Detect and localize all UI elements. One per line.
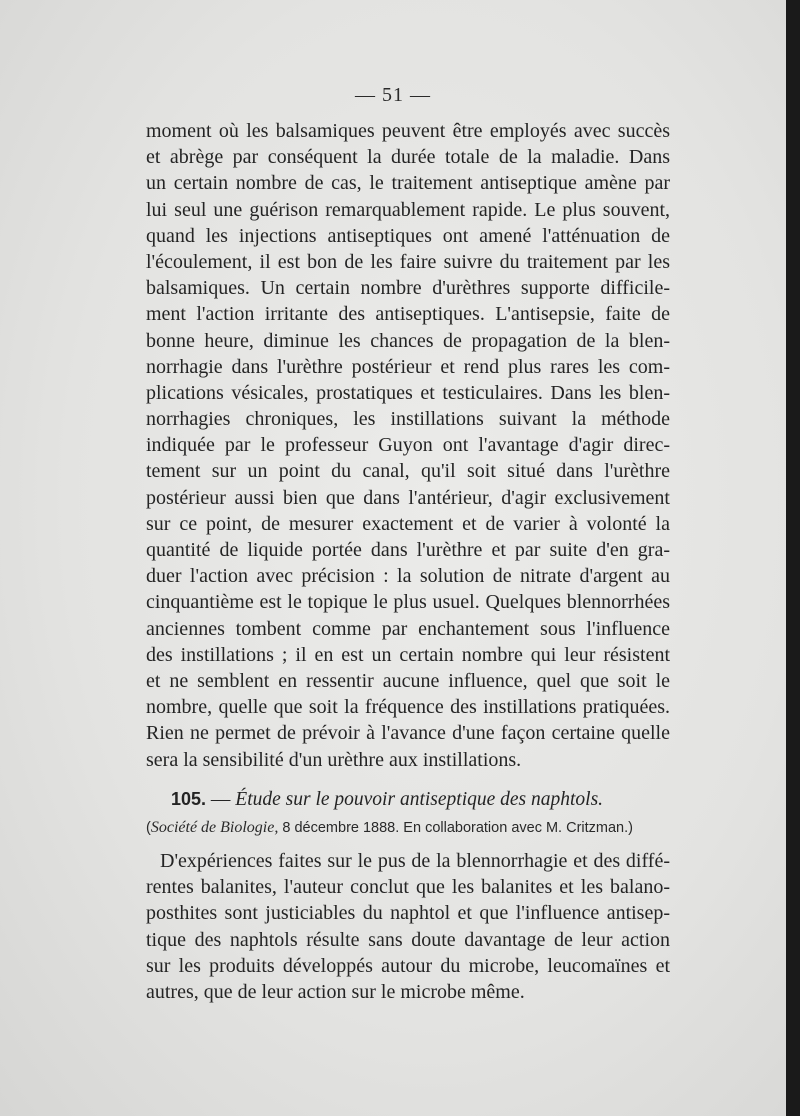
citation-society: Société de Biologie,	[150, 819, 279, 836]
text-line: quand les injections antiseptiques ont amené l'atténuation de	[146, 224, 670, 247]
citation	[146, 819, 670, 837]
text-line: et abrège par conséquent la durée totale de la maladie. Dans	[146, 146, 670, 169]
text-line: un certain nombre de cas, le traitement antiseptique amène par	[146, 172, 670, 195]
text-line: rentes balanites, l'auteur conclut que les balanites et les balano-	[146, 876, 670, 899]
paragraph-2	[146, 848, 670, 1005]
paragraph-1	[146, 118, 670, 773]
section-number: 105.	[171, 789, 207, 809]
text-line: sur ce point, de mesurer exactement et de varier à volonté la	[146, 512, 670, 535]
text-line: moment où les balsamiques peuvent être employés avec succès	[146, 120, 670, 142]
page-number: — 51 —	[355, 84, 431, 106]
citation-open-paren: (	[146, 820, 151, 836]
text-line: norrhagie dans l'urèthre postérieur et rend plus rares les com-	[146, 355, 670, 378]
text-line: balsamiques. Un certain nombre d'urèthres supporte difficile-	[146, 277, 670, 300]
text-line: cinquantième est le topique le plus usuel. Quelques blennorrhées	[146, 591, 670, 614]
text-line: D'expériences faites sur le pus de la blennorrhagie et des diffé-	[160, 850, 670, 872]
text-line: ment l'action irritante des antiseptiques. L'antisepsie, faite de	[146, 303, 670, 326]
text-line: postérieur aussi bien que dans l'antérieur, d'agir exclusivement	[146, 486, 670, 509]
text-line: autres, que de leur action sur le microbe même.	[146, 980, 525, 1003]
text-line: indiquée par le professeur Guyon ont l'avantage d'agir direc-	[146, 434, 670, 457]
section-heading	[171, 789, 603, 811]
text-line: nombre, quelle que soit la fréquence des instillations pratiquées.	[146, 696, 670, 719]
text-line: plications vésicales, prostatiques et testiculaires. Dans les blen-	[146, 381, 670, 404]
section-dash: —	[210, 789, 231, 810]
text-line: et ne semblent en ressentir aucune influence, quel que soit le	[146, 669, 670, 692]
text-line: lui seul une guérison remarquablement rapide. Le plus souvent,	[146, 198, 670, 221]
text-line: norrhagies chroniques, les instillations suivant la méthode	[146, 408, 670, 431]
text-line: l'écoulement, il est bon de les faire suivre du traitement par les	[146, 250, 670, 273]
text-line: bonne heure, diminue les chances de propagation de la blen-	[146, 329, 670, 352]
text-line: des instillations ; il en est un certain nombre qui leur résistent	[146, 643, 670, 666]
text-line: tique des naphtols résulte sans doute davantage de leur action	[146, 928, 670, 951]
text-line: duer l'action avec précision : la solution de nitrate d'argent au	[146, 565, 670, 588]
text-line: anciennes tombent comme par enchantement sous l'influence	[146, 617, 670, 640]
text-line: posthites sont justiciables du naphtol et que l'influence antisep-	[146, 902, 670, 925]
text-line: sur les produits développés autour du microbe, leucomaïnes et	[146, 954, 670, 977]
text-line: sera la sensibilité d'un urèthre aux instillations.	[146, 748, 522, 771]
text-line: Rien ne permet de prévoir à l'avance d'une façon certaine quelle	[146, 722, 670, 745]
citation-details: 8 décembre 1888. En collaboration avec M. Critzman.)	[278, 820, 633, 836]
section-title: Étude sur le pouvoir antiseptique des naphtols.	[235, 789, 604, 810]
text-line: quantité de liquide portée dans l'urèthre et par suite d'en gra-	[146, 539, 670, 561]
text-line: tement sur un point du canal, qu'il soit situé dans l'urèthre	[146, 460, 670, 483]
